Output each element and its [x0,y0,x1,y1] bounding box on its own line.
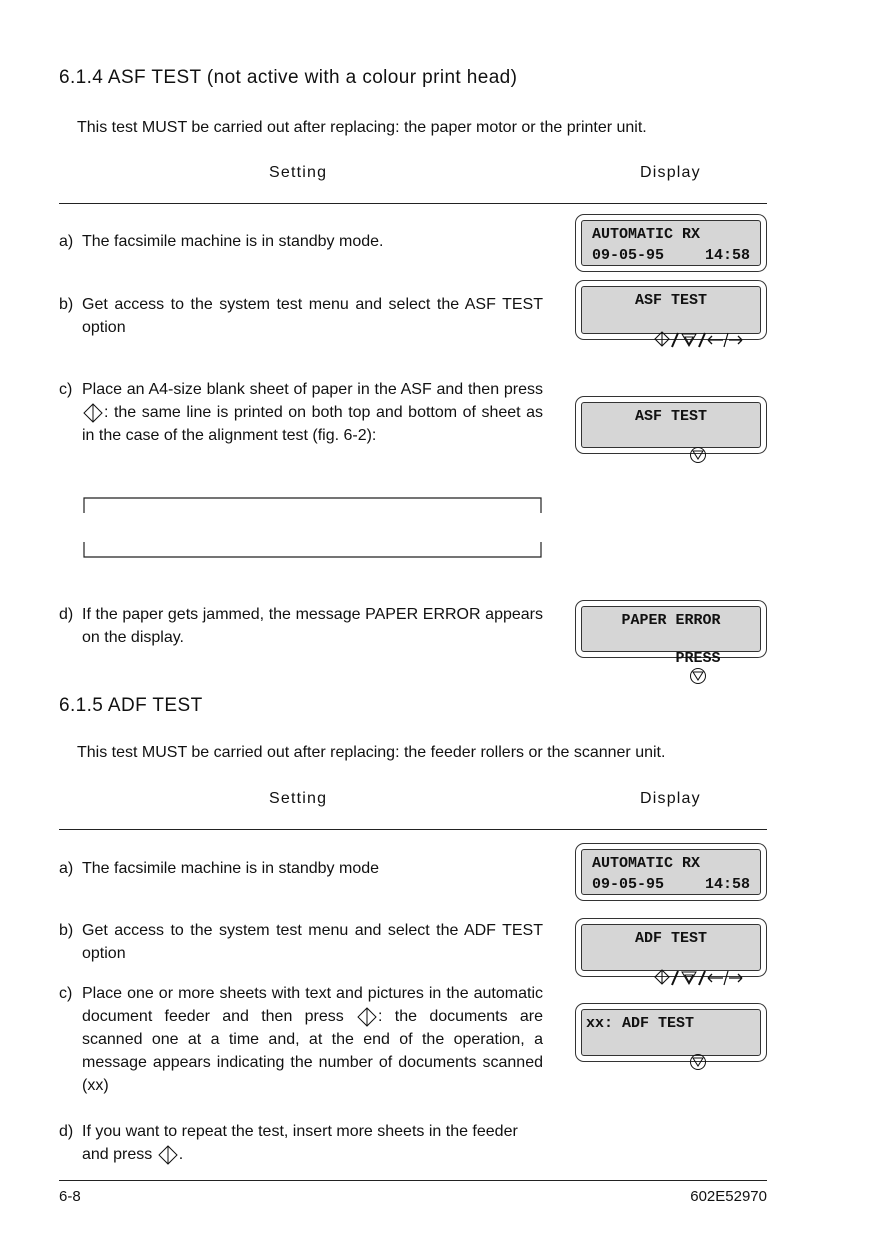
start-icon [157,1144,179,1166]
lcd-display: ASF TEST [575,280,767,340]
lcd-display: ASF TEST [575,396,767,454]
step-d: d) If the paper gets jammed, the message PAPER ERROR appears on the display. [59,606,543,646]
lcd-display: AUTOMATIC RX 09-05-95 14:58 [575,843,767,901]
step-d: d) If you want to repeat the test, insert more sheets in the feeder and press . [59,1120,543,1166]
stop-icon [689,1053,707,1071]
printed-sheet-figure [83,497,543,559]
start-stop-arrows-icon [653,968,743,988]
page-number: 6-8 [59,1188,81,1205]
document-code: 602E52970 [690,1188,767,1205]
step-b: b) Get access to the system test menu and select the ADF TEST option [59,922,543,962]
step-c: c) Place an A4-size blank sheet of paper in the ASF and then press : the same line is printed on both top and bottom of sheet as in the case of the alignment test (fig. 6-2): [59,381,543,444]
step-a: a) The facsimile machine is in standby mode. [59,233,384,250]
divider [59,203,767,204]
column-header-display: Display [640,790,701,807]
step-a: a) The facsimile machine is in standby mode [59,860,380,877]
step-b: b) Get access to the system test menu and select the ASF TEST option [59,296,543,336]
stop-icon [689,446,707,464]
lcd-display: xx: ADF TEST [575,1003,767,1062]
stop-icon [689,667,707,685]
start-stop-arrows-icon [653,330,743,350]
start-icon [82,402,104,424]
nav-keys-icons [582,313,760,372]
column-header-display: Display [640,164,701,181]
footer-rule [59,1180,767,1181]
start-icon [356,1006,378,1028]
section-heading-6-1-4: 6.1.4 ASF TEST (not active with a colour print head) [59,67,518,88]
lcd-display: PAPER ERROR PRESS [575,600,767,658]
step-c: c) Place one or more sheets with text and pictures in the automatic document feeder and then press : the documents are scanned one at a time and, at the end of the operation, a message appears indicating the number of documents scanned (xx) [59,985,543,1094]
divider [59,829,767,830]
nav-keys-icons [582,951,760,1010]
column-header-setting: Setting [269,790,328,807]
lcd-display: ADF TEST [575,918,767,977]
section-heading-6-1-5: 6.1.5 ADF TEST [59,695,203,716]
column-header-setting: Setting [269,164,328,181]
lcd-display: AUTOMATIC RX 09-05-95 14:58 [575,214,767,272]
section-intro: This test MUST be carried out after replacing: the paper motor or the printer unit. [77,119,647,136]
section-intro: This test MUST be carried out after replacing: the feeder rollers or the scanner unit. [77,744,666,761]
